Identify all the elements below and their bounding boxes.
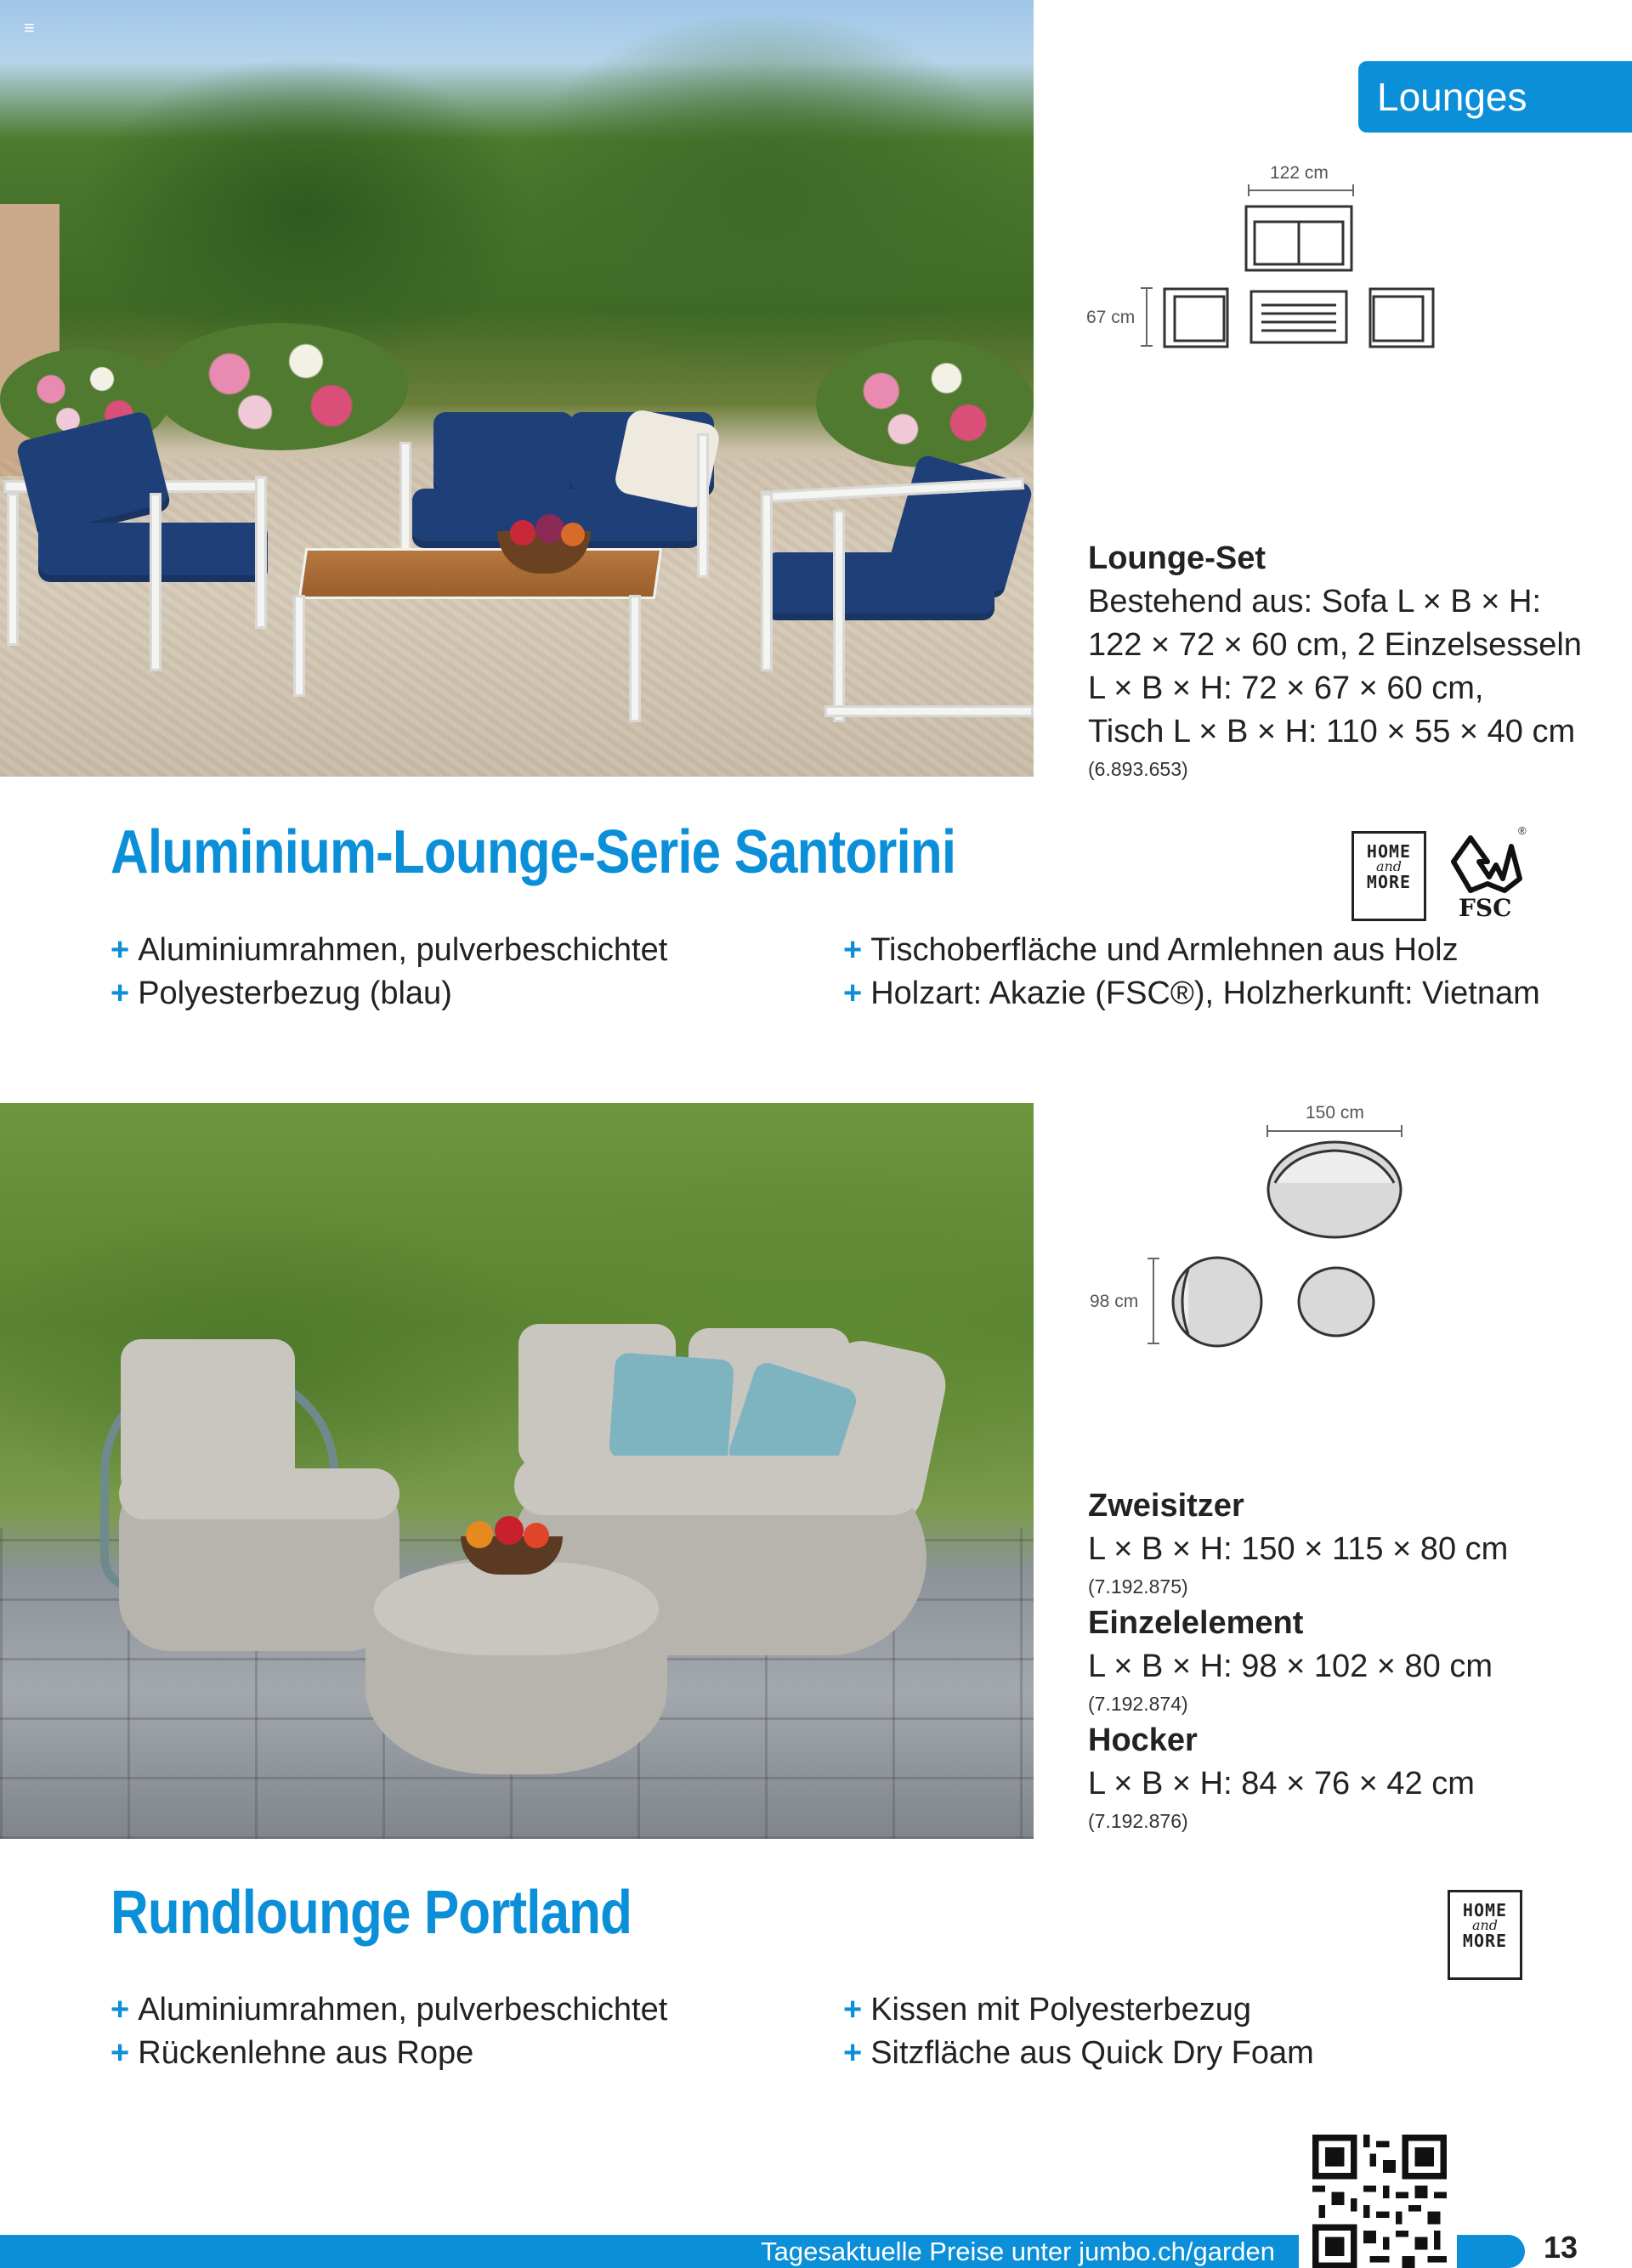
sofa-seat <box>514 1456 922 1515</box>
spec-title: Einzelelement <box>1088 1605 1304 1641</box>
portland-headline: Rundlounge Portland <box>110 1879 632 1947</box>
single-chair-seat <box>119 1468 400 1519</box>
article-number: (7.192.876) <box>1088 1810 1188 1832</box>
fruit <box>561 523 585 546</box>
dimension-tick <box>1141 287 1153 289</box>
footer-link-text[interactable]: Tagesaktuelle Preise unter jumbo.ch/garden <box>761 2237 1275 2266</box>
portland-spec <box>1088 1485 1508 1836</box>
bullet-item: + Sitzfläche aus Quick Dry Foam <box>843 2035 1314 2071</box>
footer-arrow <box>1457 2235 1525 2268</box>
bullet-item: + Kissen mit Polyesterbezug <box>843 1992 1251 2028</box>
sofa-back-cushion <box>434 412 574 497</box>
portland-photo <box>0 1103 1034 1839</box>
home-and-more-logo: HOME and MORE <box>1352 831 1426 921</box>
santorini-bullets-left <box>110 929 667 1015</box>
fruit <box>536 514 564 543</box>
spec-line: Tisch L × B × H: 110 × 55 × 40 cm <box>1088 714 1576 749</box>
armchair-leg <box>7 493 19 646</box>
dimension-width-label: 122 cm <box>1270 163 1329 183</box>
ottoman-top <box>374 1562 659 1655</box>
bullet-item: + Polyesterbezug (blau) <box>110 976 452 1011</box>
fruit <box>495 1516 524 1545</box>
armchair-leg <box>833 510 845 722</box>
article-number: (7.192.875) <box>1088 1575 1188 1598</box>
page-number: 13 <box>1544 2230 1578 2265</box>
portland-bullets-left <box>110 1988 667 2075</box>
santorini-bullets-right <box>843 929 1540 1015</box>
bullet-item: + Aluminiumrahmen, pulverbeschichtet <box>110 1992 668 2028</box>
dimension-line <box>1153 1258 1154 1344</box>
spec-title: Hocker <box>1088 1722 1198 1758</box>
flower-bush <box>816 340 1034 467</box>
dimension-depth-label: 98 cm <box>1090 1292 1139 1311</box>
bullet-item: + Holzart: Akazie (FSC®), Holzherkunft: Vietnam <box>843 976 1540 1011</box>
santorini-spec <box>1088 537 1582 784</box>
armchair-seat-cushion <box>765 552 994 620</box>
sofa-frame <box>697 433 709 578</box>
dimension-depth-label: 67 cm <box>1086 308 1136 327</box>
fsc-logo <box>1445 824 1530 923</box>
spec-line: L × B × H: 98 × 102 × 80 cm <box>1088 1649 1493 1684</box>
dimension-line <box>1146 287 1148 347</box>
dimension-line <box>1266 1130 1402 1132</box>
fruit <box>510 520 536 546</box>
dimension-tick <box>1401 1125 1402 1137</box>
category-tab: Lounges <box>1358 61 1632 133</box>
dimension-tick <box>1266 1125 1268 1137</box>
dimension-line <box>1248 189 1354 191</box>
qr-code-icon[interactable] <box>1312 2135 1447 2268</box>
armchair-leg <box>761 493 773 671</box>
home-and-more-logo: HOME and MORE <box>1448 1890 1522 1980</box>
dimension-tick <box>1148 1258 1159 1259</box>
table-leg <box>629 595 641 722</box>
spec-line: L × B × H: 72 × 67 × 60 cm, <box>1088 670 1484 706</box>
santorini-headline: Aluminium-Lounge-Serie Santorini <box>110 818 956 886</box>
fruit <box>466 1521 493 1548</box>
fsc-wordmark: FSC <box>1459 894 1512 922</box>
dimension-tick <box>1141 345 1153 347</box>
portland-bullets-right <box>843 1988 1314 2075</box>
menu-icon: ≡ <box>24 17 35 38</box>
spec-line: L × B × H: 150 × 115 × 80 cm <box>1088 1531 1509 1567</box>
portland-floorplan-icon <box>1164 1139 1420 1351</box>
flower-bush <box>153 323 408 450</box>
footer-bar <box>0 2235 1299 2268</box>
article-number: (6.893.653) <box>1088 758 1188 780</box>
article-number: (7.192.874) <box>1088 1693 1188 1715</box>
table-leg <box>293 595 305 697</box>
fsc-tree-icon <box>1445 828 1530 896</box>
dimension-tick <box>1352 184 1354 196</box>
spec-title: Zweisitzer <box>1088 1488 1244 1524</box>
armchair-leg <box>255 476 267 629</box>
spec-line: L × B × H: 84 × 76 × 42 cm <box>1088 1766 1475 1801</box>
fsc-registered-mark: ® <box>1518 824 1527 837</box>
santorini-floorplan-icon <box>1156 200 1445 353</box>
dimension-tick <box>1248 184 1250 196</box>
dimension-width-label: 150 cm <box>1306 1103 1364 1123</box>
bullet-item: + Aluminiumrahmen, pulverbeschichtet <box>110 932 668 968</box>
spec-line: 122 × 72 × 60 cm, 2 Einzelsesseln <box>1088 627 1582 663</box>
spec-line: Bestehend aus: Sofa L × B × H: <box>1088 584 1542 619</box>
bullet-item: + Rückenlehne aus Rope <box>110 2035 474 2071</box>
armchair-frame <box>824 705 1034 717</box>
fruit <box>524 1523 549 1548</box>
turquoise-pillow <box>609 1352 734 1466</box>
sofa-frame <box>400 442 411 552</box>
dimension-tick <box>1148 1343 1159 1344</box>
spec-title: Lounge-Set <box>1088 540 1266 576</box>
coffee-table-top <box>298 548 662 599</box>
armchair-leg <box>150 493 162 671</box>
bullet-item: + Tischoberfläche und Armlehnen aus Holz <box>843 932 1459 968</box>
santorini-photo <box>0 0 1034 777</box>
